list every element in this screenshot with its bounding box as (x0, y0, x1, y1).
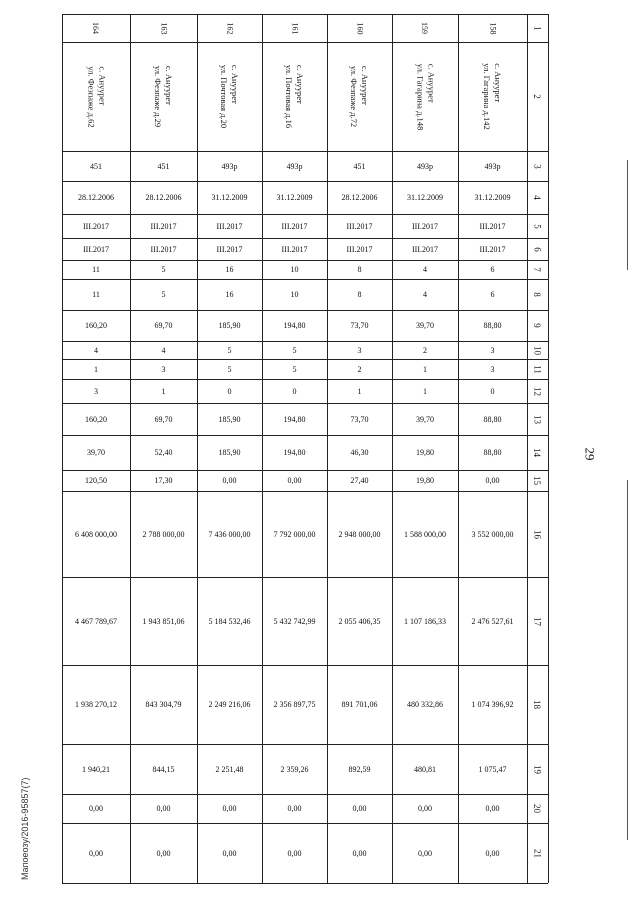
table-cell: III.2017 (281, 221, 308, 231)
record-number: 163 (159, 22, 168, 34)
table-cell: 1 (423, 386, 427, 396)
table-cell: 2 788 000,00 (142, 529, 185, 539)
table-cell: 2 476 527,61 (471, 616, 514, 626)
table-cell: 2 251,48 (215, 764, 244, 774)
table-cell: 0,00 (222, 848, 237, 858)
record-number: 162 (225, 22, 234, 34)
table-cell: 843 304,79 (145, 700, 182, 709)
table-cell: 0,00 (352, 804, 367, 813)
table-cell: III.2017 (412, 244, 438, 254)
column-index-label: 10 (532, 345, 543, 355)
table-cell: 0 (490, 386, 495, 396)
table-cell: 88,80 (483, 414, 502, 424)
table-cell: 6 (490, 265, 495, 274)
table-cell: 451 (157, 161, 170, 171)
table-cell: 27,40 (350, 476, 369, 485)
table-cell: 1 075,47 (478, 764, 507, 774)
table-cell: 39,70 (416, 321, 434, 330)
table-cell: 120,50 (85, 476, 107, 485)
column-index-label: 2 (532, 94, 543, 99)
table-cell: 0,00 (485, 804, 500, 813)
table-cell: 480,81 (414, 764, 436, 774)
table-cell: 493р (417, 161, 433, 171)
table-cell: III.2017 (150, 221, 177, 231)
table-cell: 31.12.2009 (276, 193, 313, 202)
table-cell: 1 (161, 386, 166, 396)
table-cell: 0,00 (89, 804, 103, 813)
table-cell: 6 (490, 290, 495, 299)
table-cell: 160,20 (85, 414, 107, 424)
column-index-label: 8 (532, 292, 543, 297)
table-cell: III.2017 (83, 221, 109, 231)
table-cell: 3 (490, 364, 495, 374)
column-index-label: 6 (532, 246, 543, 252)
table-cell: 19,80 (416, 448, 434, 457)
table-cell: 0,00 (352, 848, 367, 858)
column-index-label: 9 (532, 323, 543, 328)
record-number: 160 (355, 22, 364, 34)
table-cell: 6 408 000,00 (75, 529, 117, 539)
table-cell: 31.12.2009 (474, 193, 511, 202)
table-cell: 88,80 (483, 321, 502, 330)
table-cell: 1 588 000,00 (404, 529, 446, 539)
table-cell: III.2017 (479, 221, 506, 231)
record-address: с. Ануурет ул. Гагарина д.148 (415, 63, 436, 130)
table-cell: 69,70 (154, 414, 173, 424)
table-cell: III.2017 (346, 221, 373, 231)
table-cell: 28.12.2006 (145, 193, 182, 202)
column-index-label: 7 (532, 267, 543, 272)
table-cell: 1 (94, 364, 98, 374)
column-index-label: 1 (532, 25, 543, 31)
table-cell: III.2017 (216, 221, 243, 231)
table-cell: 39,70 (87, 448, 105, 457)
table-cell: 493р (484, 161, 501, 171)
table-cell: 28.12.2006 (78, 193, 114, 202)
table-cell: 5 (227, 345, 232, 355)
table-cell: 0,00 (89, 848, 103, 858)
table-row-line (62, 883, 548, 884)
table-cell: 451 (353, 161, 366, 171)
table-cell: 2 356 897,75 (273, 700, 316, 709)
table-cell: 8 (357, 290, 362, 299)
column-index-label: 5 (532, 223, 543, 229)
table-cell: 1 943 851,06 (142, 616, 185, 626)
table-cell: III.2017 (412, 221, 438, 231)
page-number: 29 (582, 447, 598, 461)
table-cell: 5 184 532,46 (208, 616, 251, 626)
table-cell: 19,80 (416, 476, 434, 485)
table-cell: 194,80 (283, 448, 306, 457)
table-cell: 0,00 (156, 804, 171, 813)
table-cell: 3 (357, 345, 362, 355)
column-index-label: 3 (532, 163, 543, 169)
record-address: с. Ануурет ул. Почтовая д.16 (284, 64, 306, 129)
table-cell: 5 432 742,99 (273, 616, 316, 626)
table-cell: 892,59 (348, 764, 371, 774)
table-cell: 10 (290, 265, 299, 274)
table-cell: 3 (490, 345, 495, 355)
table-cell: 88,80 (483, 448, 502, 457)
column-index-label: 18 (532, 700, 543, 709)
column-index-label: 14 (532, 448, 543, 457)
table-cell: 0 (227, 386, 232, 396)
table-cell: 194,80 (283, 414, 306, 424)
table-cell: 194,80 (283, 321, 306, 330)
table-cell: 46,30 (350, 448, 369, 457)
table-cell: 11 (92, 265, 100, 274)
record-number: 164 (91, 22, 101, 34)
record-address: с. Ануурет ул. Фезпаже д.72 (349, 65, 371, 128)
table-cell: 1 107 186,33 (404, 616, 446, 626)
table-cell: 2 249 216,06 (208, 700, 251, 709)
table-cell: 0,00 (156, 848, 171, 858)
table-cell: 5 (161, 265, 166, 274)
column-index-label: 17 (532, 616, 543, 626)
column-index-label: 13 (532, 414, 543, 424)
table-cell: 2 (357, 364, 362, 374)
table-cell: 160,20 (85, 321, 107, 330)
table-cell: 1 (423, 364, 427, 374)
record-address: с. Ануурет ул. Фезпаже д.29 (153, 65, 175, 128)
column-index-label: 16 (532, 529, 543, 539)
record-number: 161 (290, 22, 299, 34)
table-cell: III.2017 (150, 244, 177, 254)
table-cell: 28.12.2006 (341, 193, 378, 202)
table-cell: 17,30 (154, 476, 173, 485)
document-footer: Мапоеозу/2016-95857(7) (20, 777, 30, 880)
table-cell: 0,00 (287, 476, 302, 485)
table-cell: 5 (292, 364, 297, 374)
table-cell: 1 938 270,12 (75, 700, 117, 709)
table-cell: 480 332,86 (407, 700, 443, 709)
table-cell: III.2017 (479, 244, 506, 254)
table-cell: 4 (94, 345, 98, 355)
table-cell: 451 (90, 161, 102, 171)
object-table (62, 14, 548, 883)
table-cell: 11 (92, 290, 100, 299)
table-cell: III.2017 (83, 244, 109, 254)
record-address: с. Ануурет ул. Фезпаже д.62 (86, 65, 107, 128)
table-cell: 10 (290, 290, 299, 299)
table-cell: 0,00 (485, 848, 500, 858)
table-cell: 185,90 (218, 321, 241, 330)
table-cell: 4 (423, 290, 427, 299)
table-cell: 73,70 (350, 321, 369, 330)
table-cell: 3 (94, 386, 98, 396)
record-address: с. Ануурет ул. Почтовая д.20 (219, 64, 241, 129)
column-index-label: 15 (532, 476, 543, 485)
table-cell: 31.12.2009 (211, 193, 248, 202)
table-cell: III.2017 (346, 244, 373, 254)
column-index-label: 4 (532, 195, 543, 200)
table-cell: 844,15 (152, 764, 175, 774)
table-cell: 2 359,26 (280, 764, 309, 774)
column-index-label: 11 (532, 364, 543, 374)
page-edge-line (627, 160, 628, 270)
table-cell: 2 055 406,35 (338, 616, 381, 626)
table-cell: 7 792 000,00 (273, 529, 316, 539)
table-cell: 69,70 (154, 321, 173, 330)
table-cell: 4 (161, 345, 166, 355)
table-cell: 73,70 (350, 414, 369, 424)
table-cell: 0,00 (418, 804, 432, 813)
table-cell: 3 (161, 364, 166, 374)
column-index-label: 19 (532, 764, 543, 774)
table-cell: 2 (423, 345, 427, 355)
table-cell: 0 (292, 386, 297, 396)
table-cell: 5 (292, 345, 297, 355)
table-cell: 5 (161, 290, 166, 299)
column-index-label: 20 (532, 804, 543, 813)
table-cell: 31.12.2009 (407, 193, 443, 202)
table-cell: 16 (225, 265, 234, 274)
table-cell: 0,00 (485, 476, 500, 485)
page-edge-line (627, 480, 628, 840)
table-cell: 0,00 (418, 848, 432, 858)
table-cell: 4 467 789,67 (75, 616, 117, 626)
table-cell: 16 (225, 290, 234, 299)
table-cell: 891 701,06 (341, 700, 378, 709)
table-cell: III.2017 (281, 244, 308, 254)
table-cell: 0,00 (222, 476, 237, 485)
table-cell: 8 (357, 265, 362, 274)
table-cell: 39,70 (416, 414, 434, 424)
table-cell: 1 (357, 386, 362, 396)
table-cell: 0,00 (287, 804, 302, 813)
table-cell: 493р (286, 161, 303, 171)
table-cell: 1 940,21 (82, 764, 110, 774)
record-number: 158 (488, 22, 497, 34)
table-cell: 5 (227, 364, 232, 374)
table-cell: 2 948 000,00 (338, 529, 381, 539)
table-cell: 4 (423, 265, 427, 274)
record-number: 159 (420, 22, 430, 34)
record-address: с. Ануурет ул. Гагарина д.142 (482, 63, 504, 130)
column-index-label: 21 (532, 848, 543, 858)
table-cell: 7 436 000,00 (208, 529, 251, 539)
table-cell: 52,40 (154, 448, 173, 457)
table-cell: 493р (221, 161, 238, 171)
table-cell: 0,00 (222, 804, 237, 813)
table-cell: III.2017 (216, 244, 243, 254)
table-cell: 1 074 396,92 (471, 700, 514, 709)
table-cell: 185,90 (218, 414, 241, 424)
column-index-label: 12 (532, 386, 543, 396)
table-cell: 3 552 000,00 (471, 529, 514, 539)
table-cell: 185,90 (218, 448, 241, 457)
table-cell: 0,00 (287, 848, 302, 858)
